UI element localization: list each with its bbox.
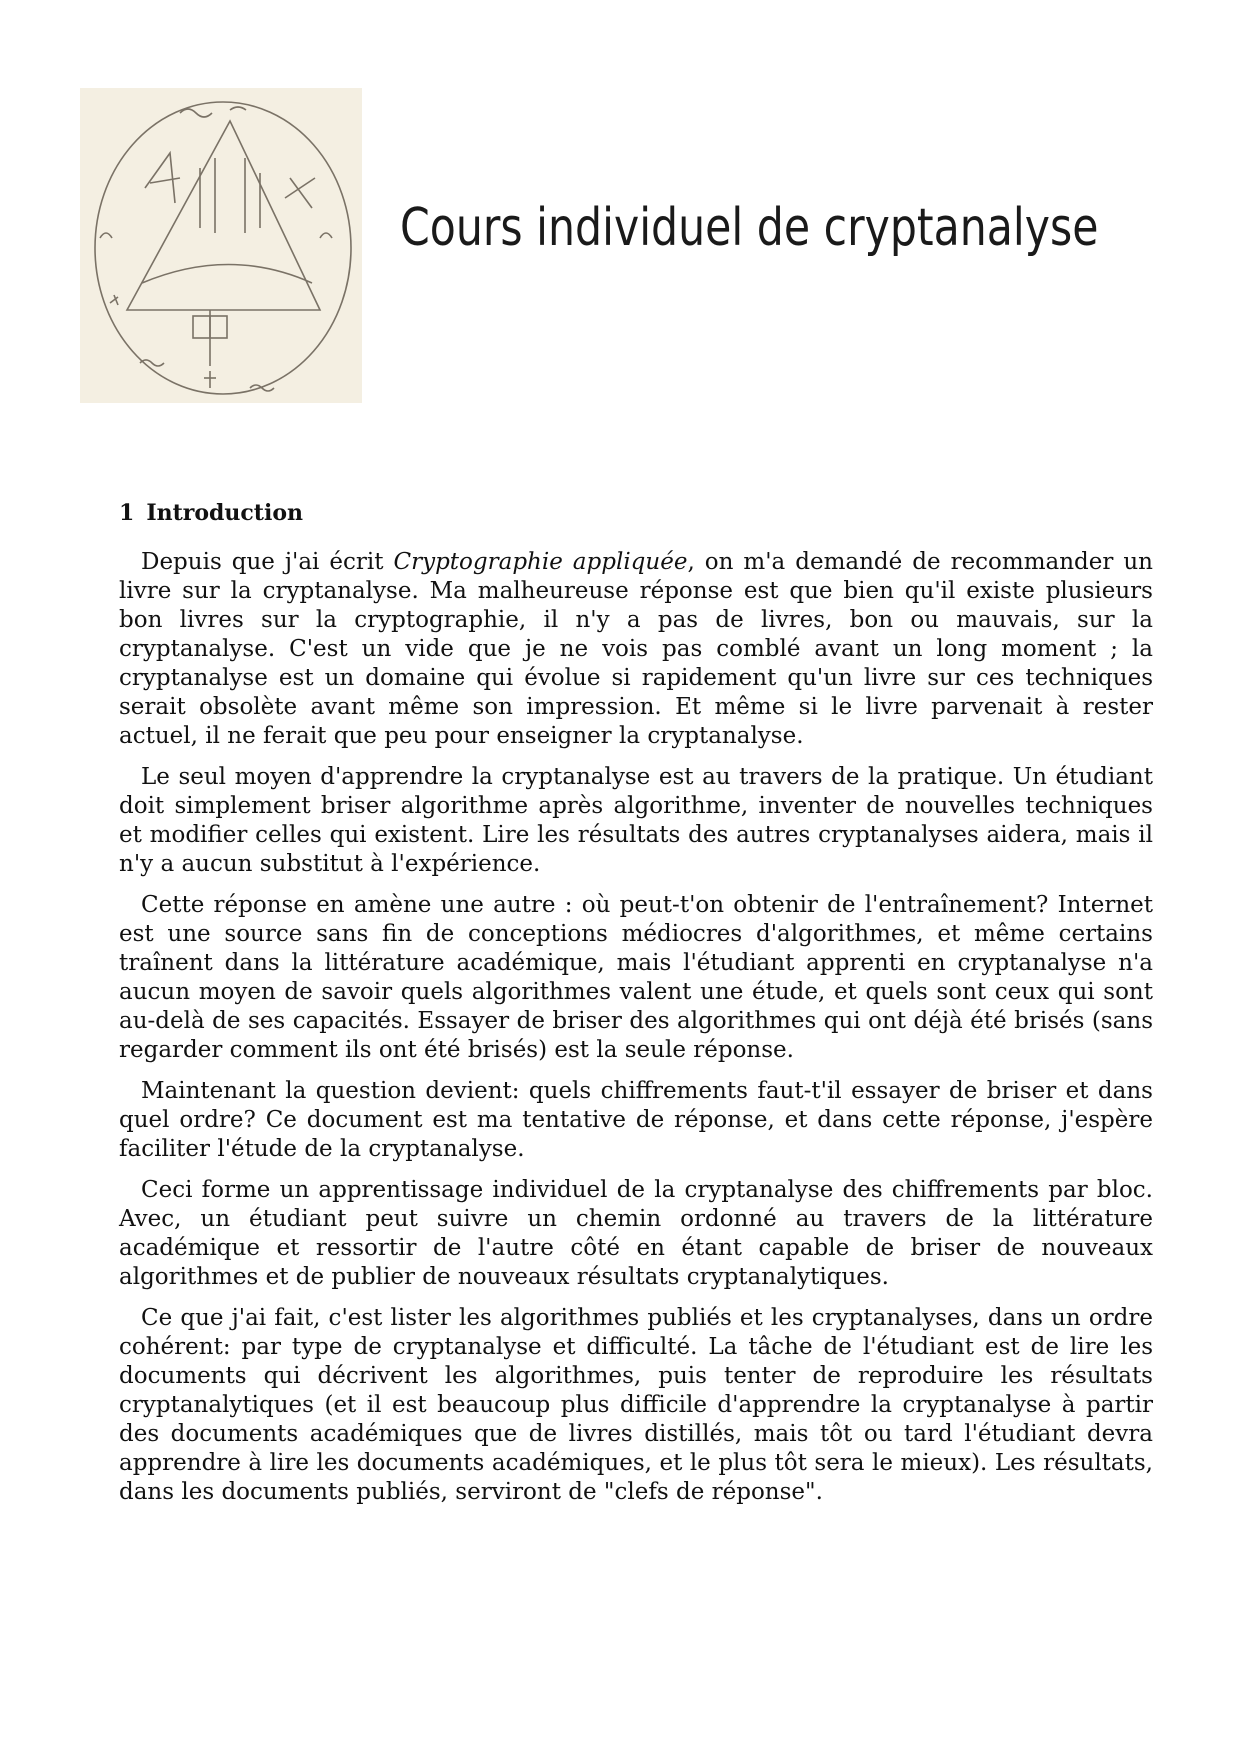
section-number: 1 [119,500,135,526]
paragraph-2: Le seul moyen d'apprendre la cryptanalyse est au travers de la pratique. Un étudiant doit simplement briser algorithme après algorithme, inventer de nouvelles techniques et modifier celles qui existent. Lire les résultats des autres cryptanalyses aidera, mais il n'y a aucun substitut à l'expérience. [119,764,1153,877]
paragraph-3: Cette réponse en amène une autre : où peut-t'on obtenir de l'entraînement? Internet est une source sans fin de conceptions médiocres d'algorithmes, et même certains traînent dans la littérature académique, mais l'étudiant apprenti en cryptanalyse n'a aucun moyen de savoir quels algorithmes valent une étude, et quels sont ceux qui sont au-delà de ses capacités. Essayer de briser des algorithmes qui ont déjà été brisés (sans regarder comment ils ont été brisés) est la seule réponse. [119,892,1153,1063]
paragraph-4: Maintenant la question devient: quels chiffrements faut-t'il essayer de briser et dans quel ordre? Ce document est ma tentative de réponse, et dans cette réponse, j'espère faciliter l'étude de la cryptanalyse. [119,1078,1153,1162]
pentacle-seal-icon [80,88,362,403]
paragraph-1-text-start: Depuis que j'ai écrit [141,549,394,575]
paragraph-5: Ceci forme un apprentissage individuel de la cryptanalyse des chiffrements par bloc. Avec, un étudiant peut suivre un chemin ordonné au travers de la littérature académique et ressortir de l'autre côté en étant capable de briser de nouveaux algorithmes et de publier de nouveaux résultats cryptanalytiques. [119,1177,1153,1290]
page-title: Cours individuel de cryptanalyse [400,198,1099,258]
paragraph-6: Ce que j'ai fait, c'est lister les algorithmes publiés et les cryptanalyses, dans un ordre cohérent: par type de cryptanalyse et difficulté. La tâche de l'étudiant est de lire les documents qui décrivent les algorithmes, puis tenter de reproduire les résultats cryptanalytiques (et il est beaucoup plus difficile d'apprendre la cryptanalyse à partir des documents académiques que de livres distillés, mais tôt ou tard l'étudiant devra apprendre à lire les documents académiques, et le plus tôt sera le mieux). Les résultats, dans les documents publiés, serviront de "clefs de réponse". [119,1305,1153,1505]
section-heading [119,500,1153,526]
book-title: Cryptographie appliquée [393,549,688,575]
section-title: Introduction [146,500,303,526]
paragraph-1-text-end: , on m'a demandé de recommander un livre sur la cryptanalyse. Ma malheureuse réponse est que bien qu'il existe plusieurs bon livres sur la cryptographie, il n'y a pas de livres, bon ou mauvais, sur la cryptanalyse. C'est un vide que je ne vois pas comblé avant un long moment ; la cryptanalyse est un domaine qui évolue si rapidement qu'un livre sur ces techniques serait obsolète avant même son impression. Et même si le livre parvenait à rester actuel, il ne ferait que peu pour enseigner la cryptanalyse. [119,549,1153,749]
introduction-section [119,500,1153,1519]
paragraph-1 [119,548,1153,751]
